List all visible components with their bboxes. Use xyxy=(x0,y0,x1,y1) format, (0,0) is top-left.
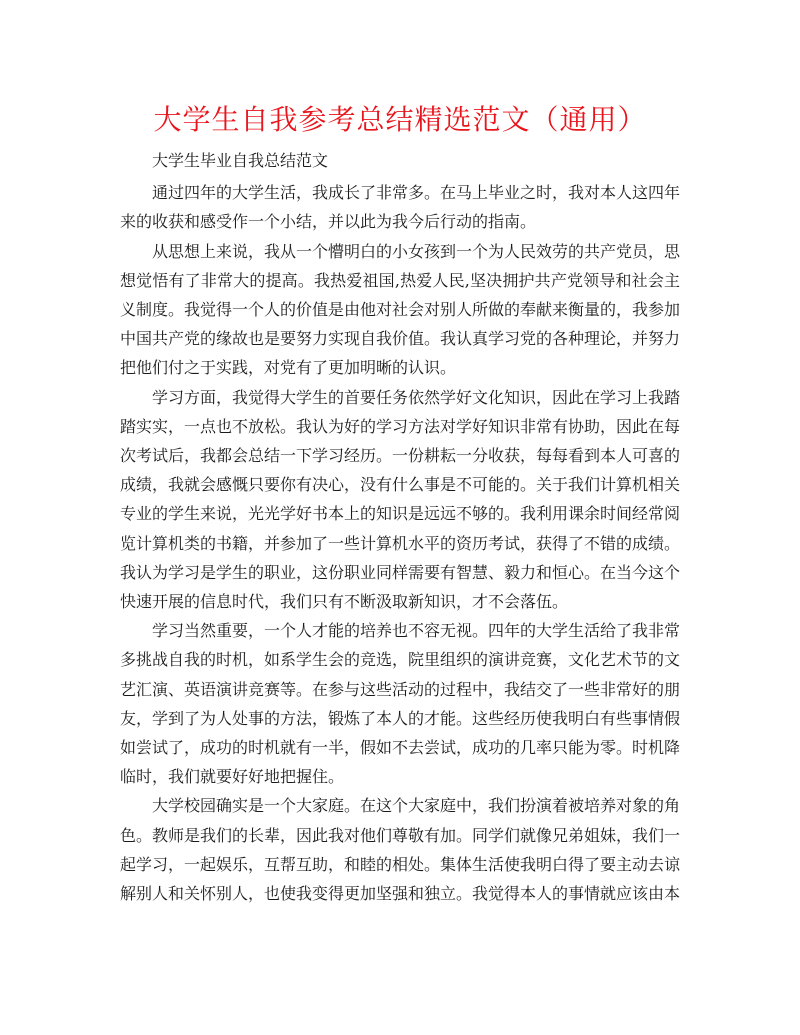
paragraph-1: 通过四年的大学生活，我成长了非常多。在马上毕业之时，我对本人这四年来的收获和感受作一个小结，并以此为我今后行动的指南。 xyxy=(120,183,681,232)
document-page xyxy=(120,100,680,908)
document-subtitle: 大学生毕业自我总结范文 xyxy=(152,151,329,170)
paragraph-4: 学习当然重要，一个人才能的培养也不容无视。四年的大学生活给了我非常多挑战自我的时机，如系学生会的竞选，院里组织的演讲竞赛，文化艺术节的文艺汇演、英语演讲竞赛等。在参与这些活动的过程中，我结交了一些非常好的朋友，学到了为人处事的方法，锻炼了本人的才能。这些经历使我明白有些事情假如尝试了，成功的时机就有一半，假如不去尝试，成功的几率只能为零。时机降临时，我们就要好好地把握住。 xyxy=(120,621,681,787)
document-title: 大学生自我参考总结精选范文（通用） xyxy=(153,103,647,136)
paragraph-2: 从思想上来说，我从一个懵明白的小女孩到一个为人民效劳的共产党员，思想觉悟有了非常大的提高。我热爱祖国,热爱人民,坚决拥护共产党领导和社会主义制度。我觉得一个人的价值是由他对社会对别人所做的奉献来衡量的，我参加中国共产党的缘故也是要努力实现自我价值。我认真学习党的各种理论，并努力把他们付之于实践，对党有了更加明晰的认识。 xyxy=(120,241,681,378)
paragraph-3: 学习方面，我觉得大学生的首要任务依然学好文化知识，因此在学习上我踏踏实实，一点也不放松。我认为好的学习方法对学好知识非常有协助，因此在每次考试后，我都会总结一下学习经历。一份耕耘一分收获，每每看到本人可喜的成绩，我就会感慨只要你有决心，没有什么事是不可能的。关于我们计算机相关专业的学生来说，光光学好书本上的知识是远远不够的。我利用课余时间经常阅览计算机类的书籍，并参加了一些计算机水平的资历考试，获得了不错的成绩。我认为学习是学生的职业，这份职业同样需要有智慧、毅力和恒心。在当今这个快速开展的信息时代，我们只有不断汲取新知识，才不会落伍。 xyxy=(120,387,681,612)
paragraph-5: 大学校园确实是一个大家庭。在这个大家庭中，我们扮演着被培养对象的角色。教师是我们的长辈，因此我对他们尊敬有加。同学们就像兄弟姐妹，我们一起学习，一起娱乐，互帮互助，和睦的相处。集体生活使我明白得了要主动去谅解别人和关怀别人，也使我变得更加坚强和独立。我觉得本人的事情就应该由本 xyxy=(120,796,681,904)
